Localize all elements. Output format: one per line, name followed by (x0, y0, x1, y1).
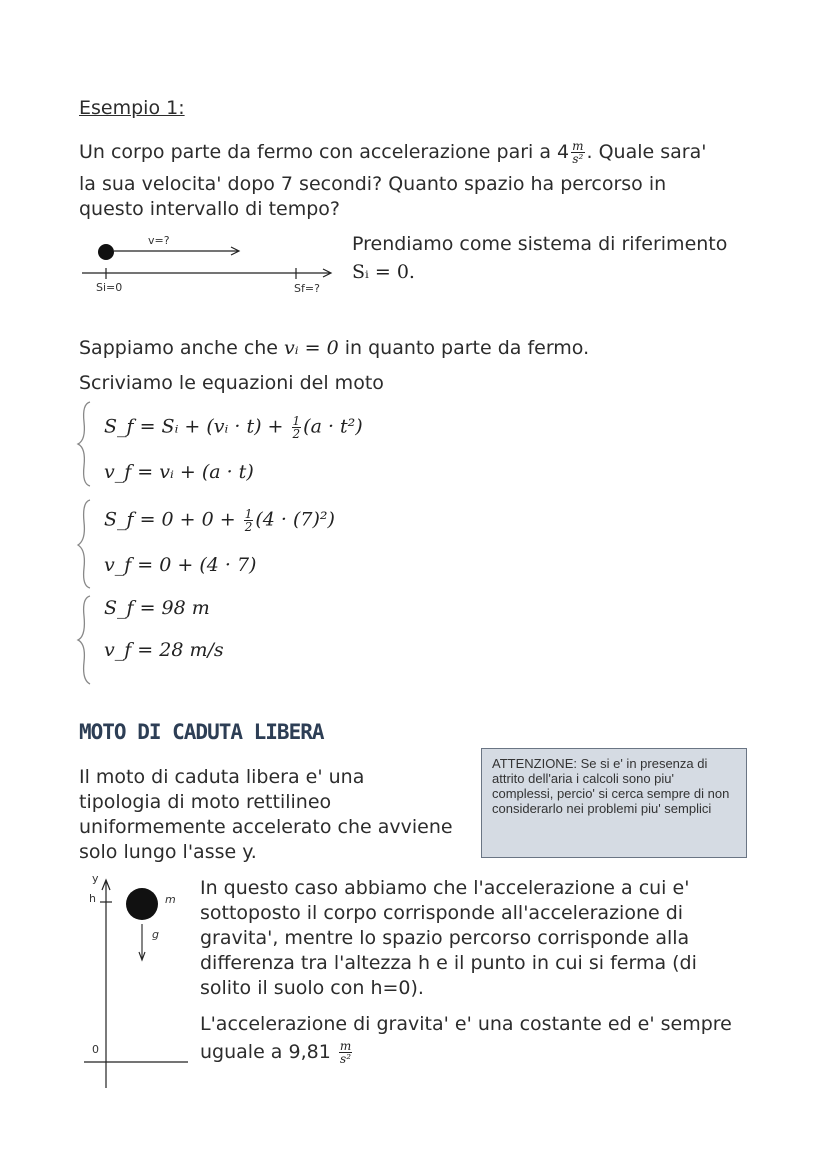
example-title: Esempio 1: (79, 97, 185, 119)
paragraph-line: uniformemente accelerato che avviene (79, 816, 453, 838)
free-fall-paragraph (79, 765, 453, 865)
paragraph-line: sottoposto il corpo corrisponde all'accelerazione di (200, 902, 684, 924)
start-position-label: Si=0 (96, 281, 123, 294)
equation-braces (74, 400, 98, 690)
attention-note: ATTENZIONE: Se si e' in presenza di attrito dell'aria i calcoli sono piu' complessi, percio' si cerca sempre di non considerarlo nei problemi piu' semplici (481, 748, 747, 858)
height-label: h (89, 892, 96, 905)
reference-math: Sᵢ = 0. (352, 261, 415, 283)
problem-line-2: la sua velocita' dopo 7 secondi? Quanto spazio ha percorso in (79, 173, 667, 195)
equation-3-2: v_f = 28 m/s (104, 639, 224, 661)
mass-label: m (165, 893, 176, 906)
gravity-constant-line-1: L'accelerazione di gravita' e' una costante ed e' sempre (200, 1013, 732, 1035)
gravity-unit: $\frac{m}{\text{s²}}$ (339, 1039, 352, 1066)
paragraph-line: In questo caso abbiamo che l'accelerazione a cui e' (200, 877, 690, 899)
acceleration-unit: $\frac{m}{\text{s²}}$ (572, 139, 584, 166)
intro-line-2: Scriviamo le equazioni del moto (79, 372, 384, 394)
paragraph-line: solito il suolo con h=0). (200, 977, 424, 999)
equation-1-1: S_f = Sᵢ + (vᵢ · t) + $\frac{1}{2}$ (a · t²) (104, 414, 363, 441)
velocity-label: v=? (148, 234, 170, 247)
paragraph-line: tipologia di moto rettilineo (79, 791, 332, 813)
reference-text: Prendiamo come sistema di riferimento (352, 233, 728, 255)
problem-line-1 (79, 140, 706, 165)
gravity-label: g (152, 928, 159, 941)
problem-text: Un corpo parte da fermo con accelerazione pari a 4 (79, 141, 570, 163)
problem-text-end: . Quale sara' (586, 141, 707, 163)
body-dot (98, 244, 114, 260)
falling-body (126, 888, 158, 920)
gravity-paragraph (200, 876, 697, 1001)
equation-1-2: v_f = vᵢ + (a · t) (104, 461, 254, 483)
initial-velocity-math: vᵢ = 0 (284, 337, 339, 359)
paragraph-line: differenza tra l'altezza h e il punto in cui si ferma (di (200, 952, 697, 974)
intro-line-1: Sappiamo anche che vᵢ = 0 in quanto parte da fermo. (79, 337, 590, 359)
y-axis-label: y (92, 872, 99, 885)
free-fall-diagram (80, 868, 200, 1093)
gravity-constant-line-2: uguale a 9,81 $\frac{m}{\text{s²}}$ (200, 1039, 352, 1066)
end-position-label: Sf=? (294, 282, 320, 295)
paragraph-line: gravita', mentre lo spazio percorso corrisponde alla (200, 927, 690, 949)
paragraph-line: Il moto di caduta libera e' una (79, 766, 365, 788)
equation-2-2: v_f = 0 + (4 · 7) (104, 554, 257, 576)
section-title: MOTO DI CADUTA LIBERA (79, 720, 324, 744)
zero-label: 0 (92, 1043, 99, 1056)
equation-2-1: S_f = 0 + 0 + $\frac{1}{2}$ (4 · (7)²) (104, 507, 335, 534)
equation-3-1: S_f = 98 m (104, 597, 210, 619)
problem-line-3: questo intervallo di tempo? (79, 198, 340, 220)
paragraph-line: solo lungo l'asse y. (79, 841, 257, 863)
